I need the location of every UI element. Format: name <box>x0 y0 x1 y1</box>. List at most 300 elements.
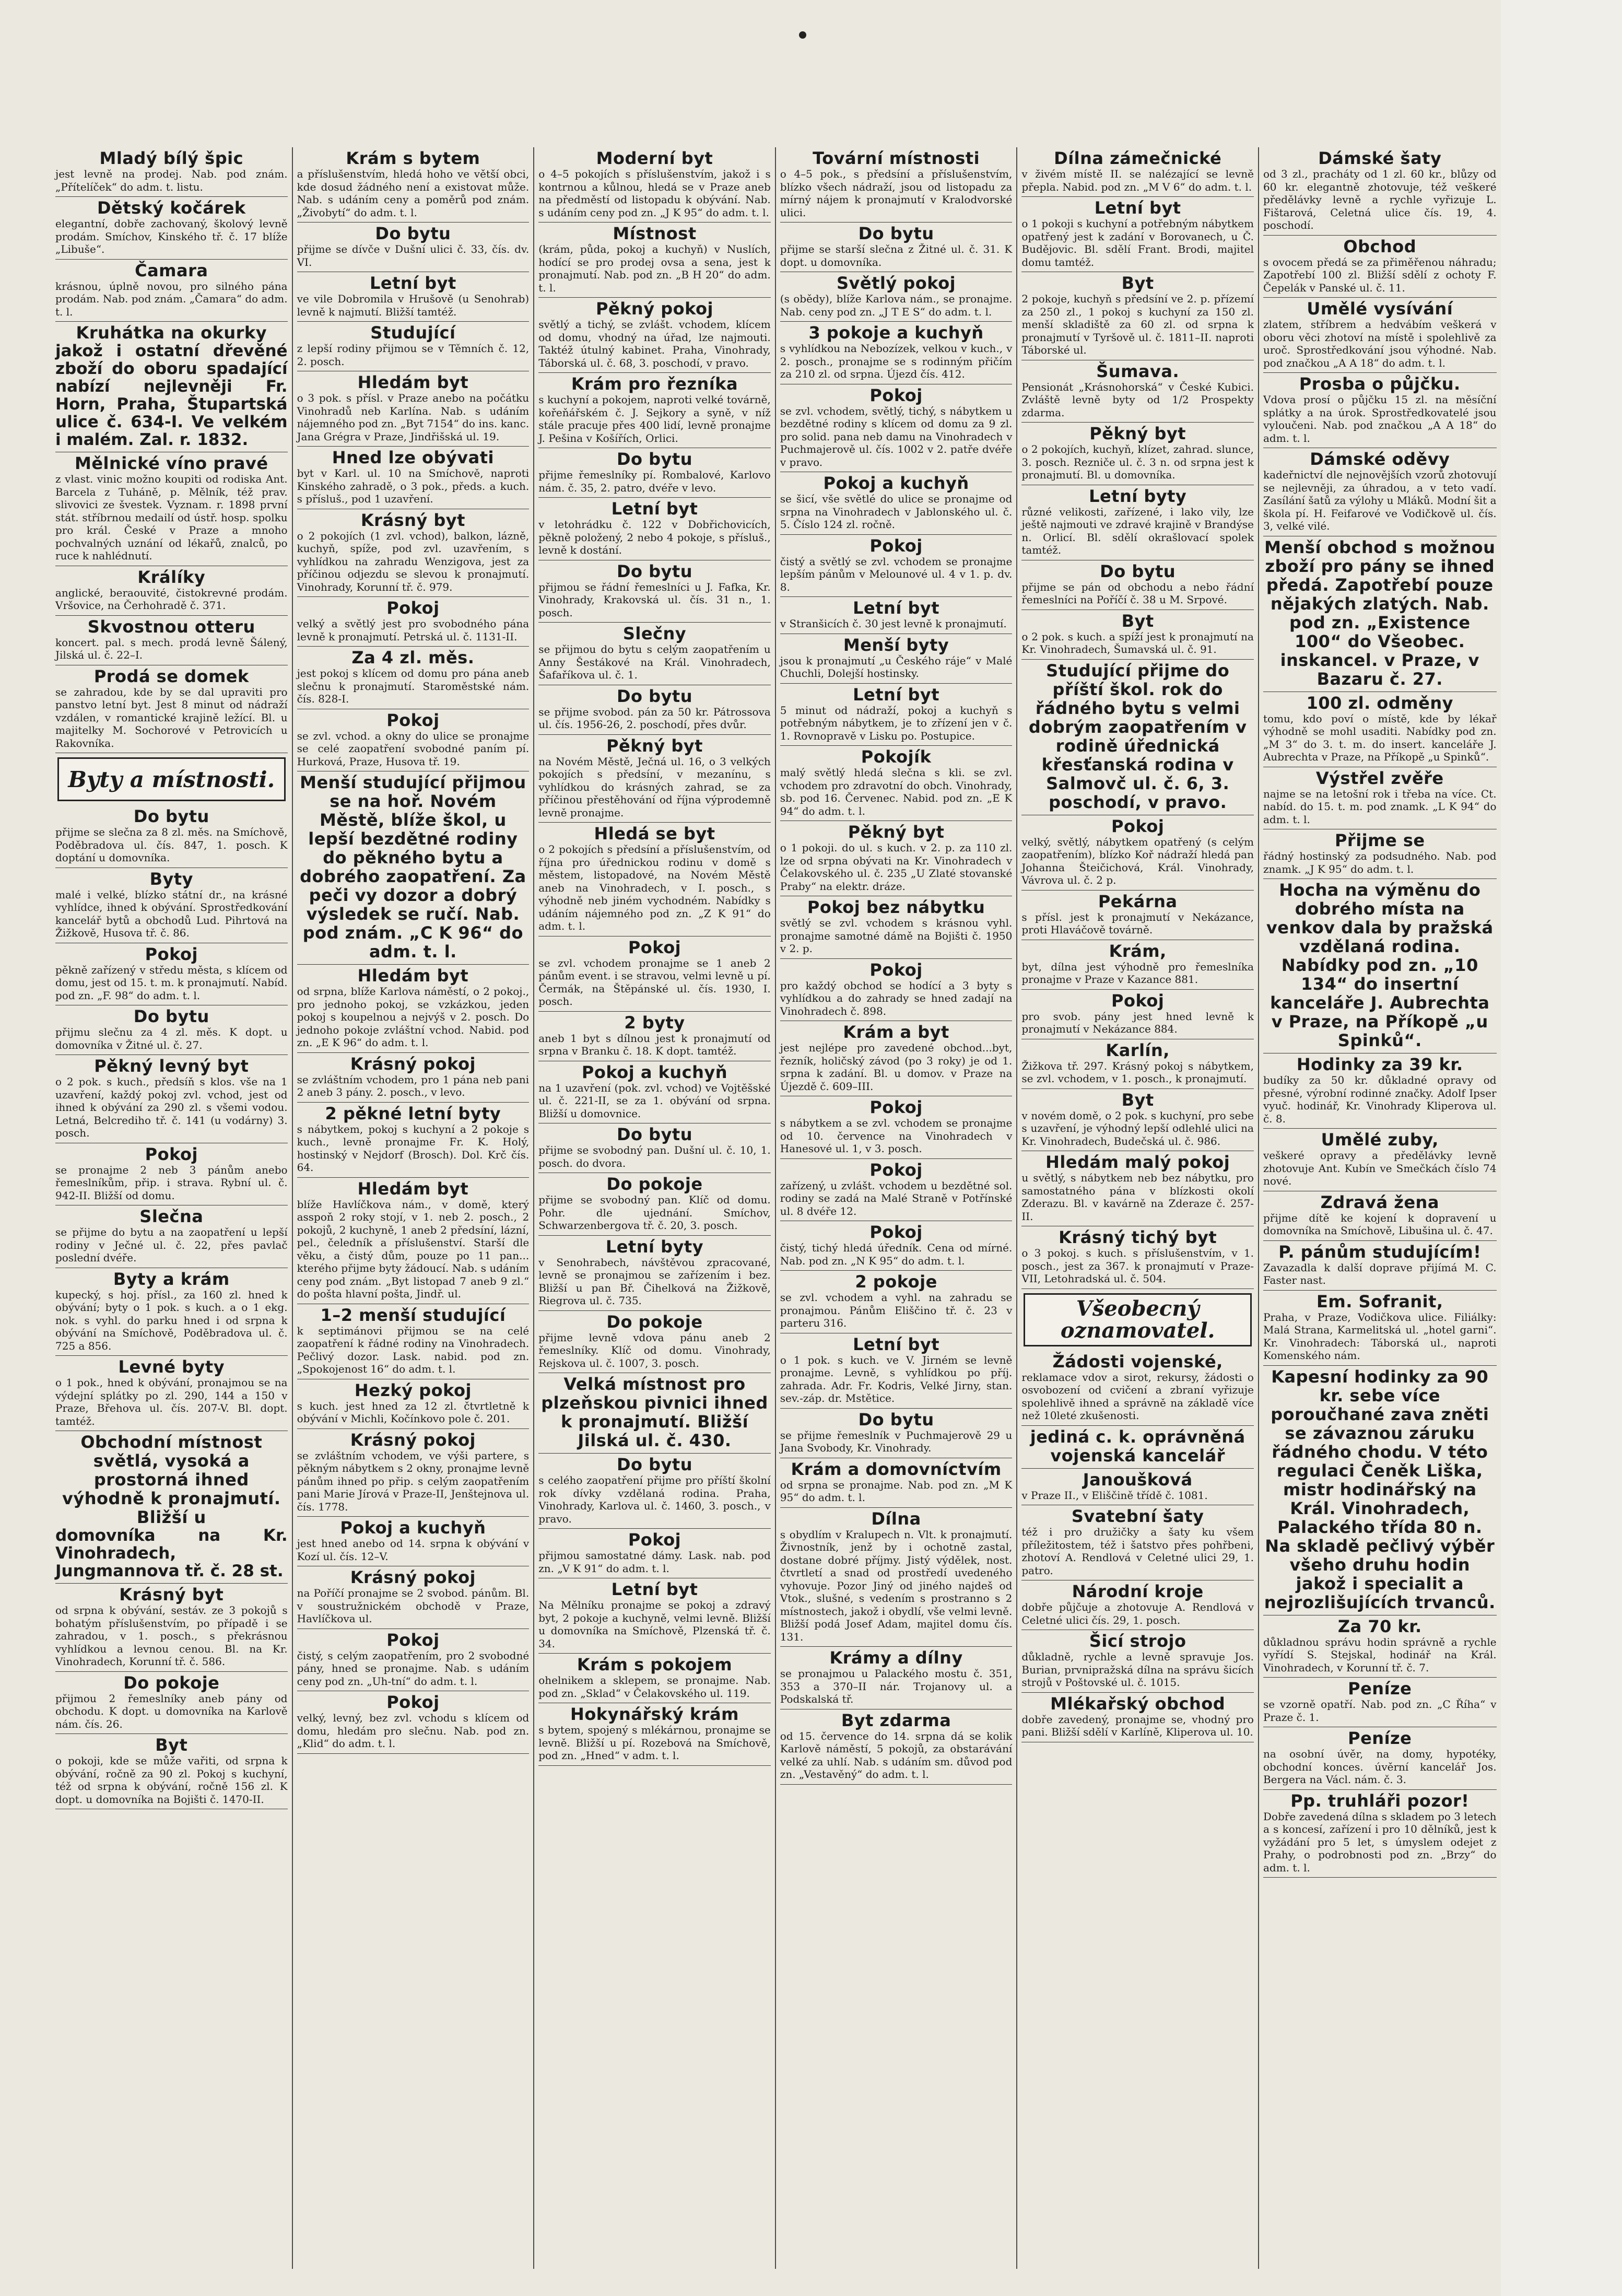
classified-ad <box>780 147 1013 222</box>
ad-body: se zvl. vchodem a vyhl. na zahradu se pronajmou. Pánům Eliščino tř. č. 23 v parteru 316. <box>780 1291 1013 1329</box>
ad-body: velký a světlý jest pro svobodného pána levně k pronajmutí. Petrská ul. č. 1131-II. <box>297 617 530 643</box>
classified-ad <box>1263 236 1497 298</box>
classified-ad <box>780 1271 1013 1333</box>
ad-title: Mělnické víno pravé <box>75 453 268 473</box>
ad-body: o 3 pokoj. s kuch. s příslušenstvím, v 1. posch., jest za 367. k pronajmutí v Praze-VII, Letohradská ul. č. 504. <box>1021 1247 1254 1285</box>
classified-ad <box>55 260 288 322</box>
ad-body: tomu, kdo poví o místě, kde by lékař výhodně se mohl usaditi. Nabídky pod zn. „M 3“ do 3. t. m. do insert. kanceláře J. Aubrechta v Praze, na Příkopě „u Spinků“. <box>1263 712 1497 763</box>
ad-title: Svatební šaty <box>1071 1506 1204 1526</box>
ad-title: Hledám malý pokoj <box>1045 1152 1230 1172</box>
ad-title: Hocha na výměnu do dobrého místa na venkov dala by pražská vzdělaná rodina. Nabídky pod zn. „10 134“ do insertní kanceláře J. Aubrechta v Praze, na Příkopě „u Spinků“. <box>1266 880 1494 1050</box>
ad-title: Do bytu <box>133 806 209 826</box>
ad-title: Peníze <box>1348 1728 1412 1748</box>
classified-ad <box>1021 1351 1254 1426</box>
ad-body: aneb 1 byt s dílnou jest k pronajmutí od srpna v Branku č. 18. K dopt. tamtéž. <box>538 1032 771 1057</box>
ad-column-5 <box>1017 147 1259 2269</box>
classified-ad <box>1021 147 1254 197</box>
ad-title: Letní byt <box>1094 198 1181 218</box>
classified-ad <box>1263 1366 1497 1615</box>
ad-title: Velká místnost pro plzeňskou pivnici ihned k pronajmutí. Bližší Jilská ul. č. 430. <box>541 1374 768 1450</box>
ad-title: Prodá se domek <box>93 666 249 686</box>
ad-title: P. pánům studujícím! <box>1278 1241 1482 1262</box>
ad-title: Slečna <box>139 1206 204 1226</box>
classified-ad <box>1263 692 1497 767</box>
classified-ad <box>55 805 288 868</box>
ad-title: Mlékařský obchod <box>1050 1693 1226 1714</box>
ad-title: Do pokoje <box>606 1174 703 1194</box>
ad-title: Dílna zámečnické <box>1054 148 1222 168</box>
ad-body: světlý se zvl. vchodem s krásnou vyhl. pronajme samotné dámě na Bojišti č. 1950 v 2. p. <box>780 917 1013 955</box>
classified-ad <box>55 452 288 566</box>
classified-ad <box>297 1691 530 1754</box>
ad-title: Letní byt <box>853 684 939 705</box>
ad-title: 2 pěkné letní byty <box>325 1103 501 1123</box>
ad-title: Dámské šaty <box>1318 148 1442 168</box>
classified-ad <box>1263 829 1497 879</box>
classified-ad <box>55 1672 288 1735</box>
ad-title: Zdravá žena <box>1320 1192 1439 1212</box>
ad-title: Hledám byt <box>357 966 469 986</box>
ad-title: Letní byt <box>611 1579 698 1599</box>
ad-title: Pokoj <box>869 1159 923 1180</box>
ad-title: Letní byt <box>611 499 698 519</box>
classified-ad <box>55 616 288 665</box>
ad-column-6 <box>1259 147 1501 2269</box>
ad-body: od 3 zl., pracháty od 1 zl. 60 kr., blůzy od 60 kr. elegantně zhotovuje, též veškeré předělávky levně a rychle vyřizuje L. Fištarová, Celetná ulice čís. 19, 4. poschodí. <box>1263 168 1497 231</box>
ad-title: Pokoj <box>628 937 681 957</box>
section-header: Byty a místnosti. <box>57 757 286 801</box>
classified-ad <box>1263 1129 1497 1191</box>
ad-title: Pokoj <box>1111 990 1165 1011</box>
ad-body: o 1 pokoji. do ul. s kuch. v 2. p. za 110 zl. lze od srpna obývati na Kr. Vinohradech v Čelakovského ul. č. 235 „U Zlaté stovanské Praby“ na elektr. dráze. <box>780 841 1013 893</box>
ad-title: Pěkný byt <box>1089 424 1186 443</box>
ad-title: Byty <box>149 869 193 889</box>
classified-ad <box>538 936 771 1012</box>
ad-title: Umělé zuby, <box>1321 1130 1439 1150</box>
ad-body: o pokoji, kde se může vařiti, od srpna k obývání, ročně za 90 zl. Pokoj s kuchyní, též od srpna k obývání, ročně 156 zl. K dopt. u domovníka na Bojišti č. 1470-II. <box>55 1754 288 1806</box>
ad-title: Byt <box>155 1735 188 1755</box>
ad-body: Dobře zavedená dílna s skladem po 3 letech a s koncesí, zařízení i pro 10 dělníků, jest k vyžádání pro 5 let, s úmyslem odejet z Prahy, o podrobnosti pod zn. „Brzy“ do adm. t. l. <box>1263 1810 1497 1874</box>
classified-ad <box>780 746 1013 821</box>
classified-ad <box>1021 197 1254 272</box>
ad-title: 3 pokoje a kuchyň <box>808 323 984 343</box>
classified-ad <box>1021 610 1254 660</box>
ad-body: reklamace vdov a sirot, rekursy, žádosti o osvobození od cvičení a zbraní vyřizuje spolehlivě ihned a správně na základě více než 10leté zkušenosti. <box>1021 1370 1254 1422</box>
classified-ad <box>1263 1053 1497 1129</box>
ad-title: Tovární místnosti <box>813 148 980 168</box>
ad-title: Krásný pokoj <box>350 1430 476 1450</box>
ad-body: Praha, v Praze, Vodičkova ulice. Filiálky: Malá Strana, Karmelitská ul. „hotel garni“. Kr. Vinohradech: Táborská ul., naproti Komenského nám. <box>1263 1310 1497 1362</box>
classified-ad <box>780 535 1013 598</box>
classified-ad <box>538 222 771 298</box>
ad-body: velký, levný, bez zvl. vchodu s klícem od domu, hledám pro slečnu. Nab. pod zn. „Klid“ do adm. t. l. <box>297 1712 530 1750</box>
ad-body: o 3 pok. s přísl. v Praze anebo na počátku Vinohradů neb Karlína. Nab. s udáním nájemného pod zn. „Byt 7154“ do ins. kanc. Jana Grégra v Praze, Jindřišská ul. 19. <box>297 392 530 443</box>
ad-body: jsou k pronajmutí „u Českého ráje“ v Malé Chuchli, Dolejší hostinsky. <box>780 654 1013 680</box>
classified-ad <box>55 1143 288 1206</box>
classified-ad <box>1263 298 1497 373</box>
ad-body: na 1 uzavření (pok. zvl. vchod) ve Vojtěšské ul. č. 221-II, se za 1. obývání od srpna. Bližší u domovnice. <box>538 1081 771 1120</box>
ad-body: přijme dítě ke kojení k dopravení u domovníka na Smíchově, Libušina ul. č. 47. <box>1263 1211 1497 1237</box>
classified-ad <box>780 684 1013 746</box>
ad-title: Letní byty <box>1089 486 1187 506</box>
ad-body: ve vile Dobromila v Hrušově (u Senohrab) levně k najmutí. Bližší tamtéž. <box>297 292 530 318</box>
classified-ad <box>538 1654 771 1703</box>
ad-title: Krásný byt <box>360 510 465 530</box>
ad-title: Byty a krám <box>113 1269 230 1289</box>
classified-ad <box>538 623 771 685</box>
classified-ad <box>1021 1630 1254 1693</box>
ad-body: (s obědy), blíže Karlova nám., se pronajme. Nab. ceny pod zn. „J T E S“ do adm. t. l. <box>780 292 1013 318</box>
classified-ad <box>1021 272 1254 360</box>
ad-body: koncert. pal. s mech. prodá levně Šálený, Jilská ul. č. 22–I. <box>55 636 288 661</box>
ad-title: Do bytu <box>1100 561 1176 581</box>
classified-ad <box>1263 448 1497 536</box>
classified-ad <box>780 1096 1013 1159</box>
ad-columns <box>51 147 1501 2269</box>
ad-body: o 4–5 pok., s předsíní a příslušenstvím, blízko všech nádraží, jsou od listopadu za mírný nájem k pronajmutí v Kralodvorské ulici. <box>780 168 1013 219</box>
ad-title: Hezký pokoj <box>354 1380 472 1400</box>
ad-title: Pokoj <box>869 959 923 980</box>
classified-ad <box>1021 485 1254 560</box>
ad-title: Krám s bytem <box>346 148 480 168</box>
classified-ad <box>780 472 1013 535</box>
classified-ad <box>538 685 771 735</box>
ad-body: důkladně, rychle a levně spravuje Jos. Burian, prvnipražská dílna na správu šicích strojů v Poštovské ul. č. 1015. <box>1021 1650 1254 1689</box>
ad-title: Krásný pokoj <box>350 1053 476 1074</box>
ad-title: 1–2 menší studující <box>320 1305 506 1325</box>
classified-ad <box>1263 147 1497 236</box>
ad-body: z vlast. vinic možno koupiti od rodiska Ant. Barcela z Tuháně, p. Mělník, též prav. slivovici ze švestek. Vyznam. r. 1898 první stát. stříbrnou medailí od ústř. hosp. spolku pro král. České v Praze a mnoho pochvalných uznání od lékařů, znalců, po ruce k nahlédnutí. <box>55 473 288 562</box>
ad-title: Studující přijme do příští škol. rok do řádného bytu s velmi dobrým zaopatřením v rodině úřednická křesťanská rodina v Salmovč ul. č. 6, 3. poschodí, v pravo. <box>1028 660 1247 812</box>
ad-body: malý světlý hledá slečna s kli. se zvl. vchodem pro zdravotní do obch. Vinohrady, sb. pod 16. Červenec. Nabid. pod zn. „E K 94“ do adm. t. l. <box>780 766 1013 817</box>
classified-ad <box>1021 1089 1254 1152</box>
ad-title: Do bytu <box>616 1455 692 1474</box>
ad-body: se zahradou, kde by se dal upraviti pro panstvo letní byt. Jest 8 minut od nádraží vzdálen, v romantické krajině ležící. Bl. u majitelky M. Sochorové v Petrovicích u Rakovníka. <box>55 685 288 749</box>
ad-body: jest pokoj s klícem od domu pro pána aneb slečnu k pronajmutí. Staroměstské nám. čís. 828-I. <box>297 667 530 705</box>
ad-title: Světlý pokoj <box>837 273 956 293</box>
ad-body: o 4–5 pokojích s příslušenstvím, jakož i s kontrnou a kůlnou, hledá se v Praze aneb na předměstí od listopadu k obývání. Nab. s udáním ceny pod zn. „J K 95“ do adm. t. l. <box>538 168 771 219</box>
ad-body: se zvláštním vchodem, pro 1 pána neb pani 2 aneb 3 pány. 2. posch., v levo. <box>297 1073 530 1098</box>
ad-body: k septimánovi přijmou se na celé zaopatření k řádné rodiny na Vinohradech. Pečlivý dozor. Lask. nabid. pod zn. „Spokojenost 16“ do adm. t. l. <box>297 1324 530 1375</box>
ad-body: pěkně zařízený v středu města, s klícem od domu, jest od 15. t. m. k pronajmutí. Nabíd. pod zn. „F. 98“ do adm. t. l. <box>55 963 288 1002</box>
classified-ad <box>780 1021 1013 1096</box>
classified-ad <box>297 1566 530 1629</box>
ad-title: Skvostnou otteru <box>87 616 255 637</box>
classified-ad <box>1263 1291 1497 1366</box>
ad-body: přijme se dívče v Dušní ulici č. 33, čís. dv. VI. <box>297 243 530 268</box>
ad-title: Výstřel zvěře <box>1315 768 1444 788</box>
ad-body: jest levně na prodej. Nab. pod znám. „Přítelíček“ do adm. t. listu. <box>55 168 288 193</box>
classified-ad <box>55 566 288 616</box>
classified-ad <box>538 1061 771 1124</box>
ad-body: od srpna se pronajme. Nab. pod zn. „M K 95“ do adm. t. l. <box>780 1478 1013 1504</box>
ad-title: Letní byt <box>369 273 456 293</box>
classified-ad <box>780 1159 1013 1222</box>
classified-ad <box>297 647 530 709</box>
ad-body: Žižkova tř. 297. Krásný pokoj s nábytkem, se zvl. vchodem, v 1. posch., k pronajmutí. <box>1021 1059 1254 1085</box>
ad-body: s celého zaopatření přijme pro příští školní rok dívky vzdělaná rodina. Praha, Vinohrady, Karlova ul. č. 1460, 3. posch., v pravo. <box>538 1474 771 1525</box>
ad-body: v novém domě, o 2 pok. s kuchyní, pro sebe s uzavření, je výhodný lepší odlehlé ulici na Kr. Vinohradech, Budečská ul. č. 986. <box>1021 1109 1254 1147</box>
ad-body: přijme se svobodný pan. Klíč od domu. Pohr. dle ujednání. Smíchov, Schwarzenbergova tř. č. 20, 3. posch. <box>538 1193 771 1232</box>
classified-ad <box>55 868 288 943</box>
ad-body: o 2 pokojích s předsíní a příslušenstvím, od října pro úřednickou rodinu v domě s městem, listopadové, na Novém Městě aneb na Vinohradech, v I. posch., s výhodně neb jiném vychodném. Nabídky s udáním nájemného pod zn. „Z K 91“ do adm. t. l. <box>538 843 771 932</box>
ad-title: Hokynářský krám <box>570 1704 739 1724</box>
ad-column-1 <box>51 147 293 2269</box>
classified-ad <box>1263 1727 1497 1790</box>
ad-title: Čamara <box>135 260 208 280</box>
ad-body: se šicí, vše světlé do ulice se pronajme od srpna na Vinohradech v Jablonského ul. č. 5. Číslo 124 zl. ročně. <box>780 493 1013 531</box>
classified-ad <box>297 1429 530 1517</box>
classified-ad <box>780 597 1013 634</box>
ad-title: Pokoj a kuchyň <box>581 1062 728 1082</box>
ad-body: o 2 pok. s kuch., předsíň s klos. vše na 1 uzavření, každý pokoj zvl. vchod, jest od ihned k obývání za 290 zl. s všemi vodou. Letná, Belcrediho tř. č. 141 (u vodárny) 3. posch. <box>55 1075 288 1139</box>
classified-ad <box>1263 1191 1497 1241</box>
ad-body: (krám, půda, pokoj a kuchyň) v Nuslích, hodící se pro prodej ovsa a sena, jest k pronajmutí. Nab. pod zn. „B H 20“ do adm. t. l. <box>538 243 771 294</box>
ad-title: Krásný tichý byt <box>1059 1227 1217 1247</box>
classified-ad <box>1021 660 1254 815</box>
classified-ad <box>1263 1790 1497 1878</box>
ad-title: Krásný byt <box>119 1585 224 1604</box>
ad-title: Pokoj <box>145 1144 198 1164</box>
ad-body: s bytem, spojený s mlékárnou, pronajme se levně. Bližší u pí. Rozebová na Smíchově, pod zn. „Hned“ v adm. t. l. <box>538 1724 771 1762</box>
ad-title: Pěkný byt <box>606 735 703 756</box>
ad-body: čistý a světlý se zvl. vchodem se pronajme lepším pánům v Melounové ul. 4 v 1. p. dv. 8. <box>780 555 1013 593</box>
ad-title: Krám a byt <box>843 1022 949 1042</box>
ad-title: Do bytu <box>616 449 692 469</box>
ad-title: Do bytu <box>616 561 692 581</box>
ad-title: Obchod <box>1343 236 1417 256</box>
classified-ad <box>297 272 530 322</box>
section-header: Všeobecný oznamovatel. <box>1024 1293 1252 1346</box>
classified-ad <box>297 322 530 371</box>
ad-title: Pekárna <box>1098 891 1178 911</box>
ad-title: Dětský kočárek <box>97 198 246 218</box>
classified-ad <box>780 821 1013 896</box>
ad-title: Hledám byt <box>357 372 469 392</box>
page-dot <box>799 31 806 39</box>
classified-ad <box>297 965 530 1053</box>
classified-ad <box>55 1055 288 1143</box>
classified-ad <box>297 447 530 509</box>
ad-body: různé velikosti, zařízené, i lako vily, lze ještě najmouti ve zdravé krajině v Brandýse n. Orlicí. Bl. sdělí okrašlovací spolek tamtéž. <box>1021 505 1254 556</box>
ad-body: pro svob. pány jest hned levně k pronajmutí v Nekázance 884. <box>1021 1010 1254 1035</box>
classified-ad <box>1021 1039 1254 1089</box>
classified-ad <box>538 1703 771 1766</box>
ad-title: Byt <box>1121 273 1154 293</box>
classified-ad <box>780 384 1013 473</box>
classified-ad <box>297 1053 530 1103</box>
classified-ad <box>780 272 1013 322</box>
ad-body: Na Mělníku pronajme se pokoj a zdravý byt, 2 pokoje a kuchyně, velmi levně. Bližší u domovníka na Smíchově, Plzenská tř. č. 34. <box>538 1599 771 1650</box>
classified-ad <box>297 709 530 772</box>
classified-ad <box>55 1584 288 1672</box>
ad-body: na osobní úvěr, na domy, hypotéky, obchodní konces. úvěrní kancelář Jos. Bergera na Václ. nám. č. 3. <box>1263 1748 1497 1786</box>
classified-ad <box>297 771 530 965</box>
ad-body: s kuch. jest hned za 12 zl. čtvrtletně k obývání v Michli, Kočínkovo pole č. 201. <box>297 1399 530 1425</box>
classified-ad <box>538 498 771 560</box>
classified-ad <box>1263 767 1497 830</box>
ad-title: Za 70 kr. <box>1337 1616 1422 1636</box>
ad-body: u světlý, s nábytkem neb bez nábytku, pro samostatného pána v blízkosti okolí Zderazu. Bl. v kavárně na Zderaze č. 257-II. <box>1021 1172 1254 1223</box>
ad-title: Pokoj <box>869 1097 923 1117</box>
ad-title: Králíky <box>137 567 206 587</box>
classified-ad <box>55 665 288 754</box>
classified-ad <box>1263 1678 1497 1727</box>
ad-body: blíže Havlíčkova nám., v domě, který asspoň 2 roky stojí, v 1. neb 2. posch., 2 pokojů, 2 kuchyně, 1 aneb 2 předsíní, lázní, pel., čeledník a příslušenství. Starší dle věku, a čistý dům, pouze po 11 pan... kterého přijme byty žádoucí. Nab. s udáním ceny pod znám. „Byt listopad 7 aneb 9 zl.“ do pošta hlavní pošta, Jindř. ul. <box>297 1198 530 1300</box>
classified-ad <box>1263 1615 1497 1678</box>
ad-body: zařízený, u zvlášt. vchodem u bezdětné sol. rodiny se zadá na Malé Straně v Potřínské ul. 8 dvéře 12. <box>780 1179 1013 1217</box>
ad-body: z lepší rodiny přijmou se v Těmních č. 12, 2. posch. <box>297 342 530 368</box>
ad-title: Pokojík <box>861 747 932 767</box>
ad-title: 2 byty <box>624 1012 685 1033</box>
classified-ad <box>297 1103 530 1178</box>
ad-body: dobře zavedený, pronajme se, vhodný pro pani. Bližší sdělí v Karlíně, Kliperova ul. 10. <box>1021 1713 1254 1738</box>
ad-title: Peníze <box>1348 1679 1412 1698</box>
ad-body: se přijme řemeslník v Puchmajerově 29 u Jana Svobody, Kr. Vinohrady. <box>780 1428 1013 1454</box>
ad-body: přijme se starší slečna z Žitné ul. č. 31. K dopt. u domovníka. <box>780 243 1013 268</box>
ad-title: Do bytu <box>858 1409 934 1430</box>
ad-title: Pokoj <box>386 1692 440 1712</box>
ad-body: se pronajmou u Palackého mostu č. 351, 353 a 370–II nár. Trojanovy ul. a Podskalská tř. <box>780 1667 1013 1705</box>
classified-ad <box>297 1517 530 1566</box>
classified-ad <box>1021 1505 1254 1580</box>
ad-body: o 1 pokoji s kuchyní a potřebným nábytkem opatřený jest k zadání v Borovanech, u Č. Budějovic. Bl. sdělí Frant. Brodi, majitel domu tamtéž. <box>1021 217 1254 268</box>
ad-body: přijme se slečna za 8 zl. měs. na Smíchově, Poděbradova ul. čís. 847, 1. posch. K doptání u domovníka. <box>55 826 288 864</box>
classified-ad <box>55 322 288 452</box>
classified-ad <box>1021 1226 1254 1289</box>
ad-title: Letní byt <box>853 598 939 618</box>
ad-body: domovníka na Kr. Vinohradech, Jungmannova tř. č. 28 st. <box>55 1526 288 1580</box>
ad-body: od srpna k obývání, sestáv. ze 3 pokojů s bohatým příslušenstvím, po případě i se zahradou, v 1. posch., s překrásnou vyhlídkou a levnou cenou. Bl. na Kr. Vinohradech, Korunní tř. č. 586. <box>55 1604 288 1668</box>
ad-title: Mladý bílý špic <box>99 148 244 168</box>
ad-body: 2 pokoje, kuchyň s předsíní ve 2. p. přízemí za 250 zl., 1 pokoj s kuchyní za 150 zl. menší skladiště za 60 zl. od srpna k pronajmutí v Tyršově ul. č. 1811–II. naproti Táborské ul. <box>1021 292 1254 356</box>
classified-ad <box>538 298 771 373</box>
classified-ad <box>538 1529 771 1578</box>
ad-body: v Praze II., v Eliščině třídě č. 1081. <box>1021 1489 1208 1502</box>
ad-column-3 <box>534 147 776 2269</box>
ad-title: Pokoj bez nábytku <box>807 897 985 917</box>
ad-body: malé i velké, blízko státní dr., na krásné vyhlídce, ihned k obývání. Sprostředkování kancelář bytů a obchodů Lud. Pihrtová na Žižkově, Husova tř. č. 86. <box>55 888 288 939</box>
ad-body: o 2 pokojích (1 zvl. vchod), balkon, lázně, kuchyň, spíže, pod zvl. uzavřením, s vyhlídkou na zahradu Wenzigova, jest za příčinou odjezdu se slevou k pronajmutí. Vinohrady, Korunní tř. č. 979. <box>297 529 530 593</box>
ad-body: přijmu slečnu za 4 zl. měs. K dopt. u domovníka v Žitné ul. č. 27. <box>55 1026 288 1051</box>
ad-title: Do bytu <box>616 686 692 706</box>
ad-body: budíky za 50 kr. důkladné opravy od přesné, výrobní rodinné značky. Adolf Ipser vyuč. hodinář, Kr. Vinohrady Kliperova ul. č. 8. <box>1263 1074 1497 1125</box>
ad-body: o 1 pok. s kuch. ve V. Jirném se levně pronajme. Levně, s vyhlídkou po příj. zahrada. Adr. Fr. Kodris, Velké Jirny, stan. sev.-záp. dr. Mstětice. <box>780 1353 1013 1404</box>
classified-ad <box>297 1629 530 1692</box>
ad-title: Místnost <box>613 224 697 243</box>
ad-title: Pokoj a kuchyň <box>823 473 969 493</box>
ad-title: Pp. truhláři pozor! <box>1290 1790 1470 1811</box>
ad-title: Dílna <box>871 1508 921 1529</box>
ad-title: Pokoj <box>869 535 923 556</box>
ad-title: Studující <box>370 323 456 343</box>
ad-title: Do bytu <box>616 1124 692 1144</box>
ad-title: 2 pokoje <box>855 1272 937 1292</box>
classified-ad <box>780 1508 1013 1647</box>
ad-body: veškeré opravy a předělávky levně zhotovuje Ant. Kubín ve Smečkách číslo 74 nové. <box>1263 1149 1497 1187</box>
ad-body: jest hned anebo od 14. srpna k obývání v Kozí ul. čís. 12–V. <box>297 1537 530 1563</box>
ad-title: Do pokoje <box>123 1672 220 1693</box>
ad-title: Pokoj <box>1111 816 1165 836</box>
ad-title: Dámské oděvy <box>1310 449 1450 469</box>
ad-title: Byt <box>1121 611 1154 631</box>
ad-title: Levné byty <box>118 1357 225 1377</box>
ad-body: se zvl. vchodem pronajme se 1 aneb 2 pánům event. i se stravou, velmi levně u pí. Čermák, na Štěpánské ul. čís. 1930, I. posch. <box>538 956 771 1008</box>
classified-ad <box>297 371 530 447</box>
ad-title: Do bytu <box>858 224 934 243</box>
classified-ad <box>55 147 288 197</box>
ad-body: přijmou se řádní řemeslníci u J. Fafka, Kr. Vinohrady, Krakovská ul. čís. 31 n., 1. posch. <box>538 580 771 619</box>
ad-body: se zvláštním vchodem, ve výši partere, s pěkným nábytkem s 2 okny, pronajme levně pánům ihned po přip. s celým zaopatřením pani Marie Jírová v Praze-II, Jenštejnova ul. čís. 1778. <box>297 1449 530 1513</box>
ad-body: se pronajme 2 neb 3 pánům anebo řemeslníkům, přip. i strava. Rybní ul. č. 942-II. Bližší od domu. <box>55 1163 288 1202</box>
classified-ad <box>1021 940 1254 990</box>
ad-title: Umělé vysívání <box>1307 299 1453 319</box>
ad-body: o 2 pokojích, kuchyň, klízet, zahrad. slunce, 3. posch. Rezniče ul. č. 3 n. od srpna jest k pronajmutí. Bl. u domovníka. <box>1021 443 1254 481</box>
ad-body: s nábytkem a se zvl. vchodem se pronajme od 10. července na Vinohradech v Hanesové ul. 1, v 3. posch. <box>780 1117 1013 1155</box>
classified-ad <box>538 1123 771 1173</box>
classified-ad <box>538 373 771 448</box>
classified-ad <box>538 1012 771 1061</box>
classified-ad <box>780 1647 1013 1709</box>
ad-title: Krám a domovníctvím <box>791 1459 1002 1479</box>
classified-ad <box>1021 1151 1254 1226</box>
ad-body: dobře půjčuje a zhotovuje A. Rendlová v Celetné ulici čís. 29, 1. posch. <box>1021 1601 1254 1626</box>
ad-title: Hned lze obývati <box>332 448 494 467</box>
ad-body: o 1 pok., hned k obývání, pronajmou se na výdejní splátky po zl. 290, 144 a 150 v Praze, Břehova ul. čís. 207-V. Bl. dopt. tamtéž. <box>55 1376 288 1427</box>
ad-title: Obchodní místnost světlá, vysoká a prostorná ihned výhodně k pronajmutí. Bližší u <box>62 1432 281 1527</box>
ad-title: Hodinky za 39 kr. <box>1296 1055 1463 1074</box>
classified-ad <box>1021 1469 1254 1506</box>
ad-title: Pokoj <box>145 944 198 964</box>
classified-ad <box>1021 1426 1254 1469</box>
classified-ad <box>297 147 530 222</box>
ad-body: v letohrádku č. 122 v Dobřichovicích, pěkně položený, 2 nebo 4 pokoje, s přísluš., levně k dostání. <box>538 518 771 556</box>
ad-title: Byt <box>1121 1090 1154 1110</box>
ad-body: se zvl. vchod. a okny do ulice se pronajme se celé zaopatření svobodné paním pí. Hurková, Praze, Husova tř. 19. <box>297 729 530 768</box>
classified-ad <box>1021 560 1254 610</box>
ad-body: velký, světlý, nábytkem opatřený (s celým zaopatřením), blízko Koř nádraží hledá pan Johanna Šteičichová, Král. Vinohrady, Vávrova ul. č. 2 p. <box>1021 835 1254 886</box>
ad-body: se zvl. vchodem, světlý, tichý, s nábytkem u bezdětné rodiny s klícem od domu za 9 zl. pro solid. pana neb damu na Vinohradech v Puchmajerově ul. čís. 1002 v 2. patře dvéře v pravo. <box>780 404 1013 468</box>
ad-column-4 <box>776 147 1018 2269</box>
ad-title: Šicí strojo <box>1089 1631 1186 1651</box>
ad-title: Menší studující přijmou se na hoř. Novém Městě, blíže škol, u lepší bezdětné rodiny do pěkného bytu a dobrého zaopatření. Za peči vy dozor a dobrý výsledek se ručí. Nab. pod znám. „C K 96“ do adm. t. l. <box>300 772 526 962</box>
ad-column-2 <box>293 147 535 2269</box>
classified-ad <box>538 1173 771 1236</box>
ad-body: s nábytkem, pokoj s kuchyní a 2 pokoje s kuch., levně pronajme Fr. K. Holý, hostinský v Nejdorf (Brosch). Dol. Krč čís. 64. <box>297 1122 530 1174</box>
classified-ad <box>55 1268 288 1356</box>
page-margin <box>1501 0 1622 2296</box>
classified-ad <box>1021 1580 1254 1630</box>
classified-ad <box>538 560 771 623</box>
ad-title: Krám pro řezníka <box>571 374 738 394</box>
classified-ad <box>780 1709 1013 1785</box>
ad-body: světlý a tichý, se zvlášt. vchodem, klícem od domu, vhodný na úřad, lze najmouti. Taktéž útulný kabinet. Praha, Vinohrady, Táborská ul. č. 68, 3. poschodí, v pravo. <box>538 318 771 369</box>
ad-title: Pokoj <box>386 598 440 618</box>
ad-title: Do bytu <box>133 1006 209 1026</box>
classified-ad <box>538 1311 771 1374</box>
ad-body: byt, dílna jest výhodně pro řemeslníka pronajme v Praze v Kazance 881. <box>1021 960 1254 986</box>
classified-ad <box>780 222 1013 272</box>
ad-body: přijmou samostatné dámy. Lask. nab. pod zn. „V K 91“ do adm. t. l. <box>538 1549 771 1575</box>
ad-title: Kapesní hodinky za 90 kr. sebe více poroučhané zava zněti se závaznou záruku řádného chodu. V této regulaci Čeněk Liška, mistr hodinářský na Král. Vinohradech, Palackého třída 80 n. Na skladě pečlivý výběr všeho druhu hodin jakož i specialit a nejrozlišujících trvanců. <box>1264 1366 1496 1612</box>
ad-title: Národní kroje <box>1072 1582 1204 1601</box>
ad-body: v živém místě II. se nalézající se levně přepla. Nabid. pod zn. „M V 6“ do adm. t. l. <box>1021 168 1254 193</box>
classified-ad <box>780 896 1013 959</box>
classified-ad <box>538 448 771 498</box>
ad-body: se přijme svobod. pán za 50 kr. Pátrossova ul. čís. 1956-26, 2. poschodí, přes dvůr. <box>538 705 771 731</box>
ad-body: najme se na letošní rok i třeba na více. Ct. nabíd. do 15. t. m. pod znamk. „L K 94“ do adm. t. l. <box>1263 787 1497 826</box>
ad-title: Janoušková <box>1083 1469 1193 1490</box>
